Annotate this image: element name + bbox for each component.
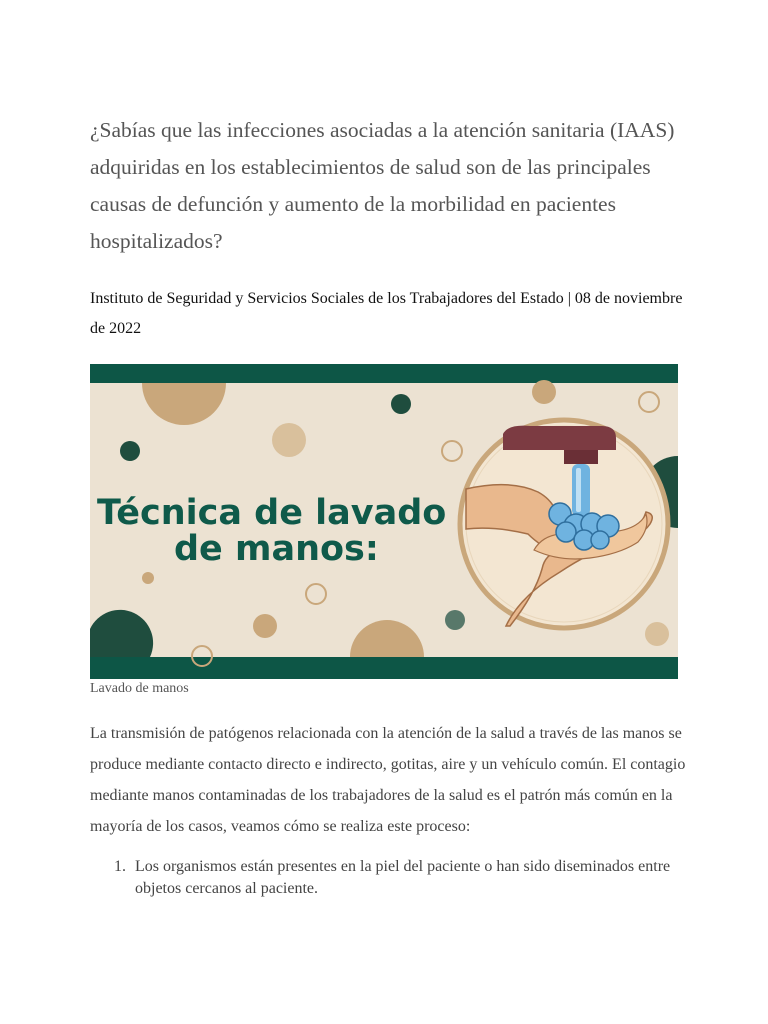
decor-dot: [645, 622, 669, 646]
bottom-band: [90, 657, 678, 679]
body-paragraph: La transmisión de patógenos relacionada con la atención de la salud a través de las manos se produce mediante contacto directo e indirecto, gotitas, aire y un vehículo común. El contagio mediante manos contaminadas de los trabajadores de la salud es el patrón más común en la mayoría de los casos, veamos cómo se realiza este proceso:: [90, 725, 686, 835]
list-item-text: Los organismos están presentes en la piel del paciente o han sido diseminados entre objetos cercanos al paciente.: [135, 858, 671, 897]
decor-dot: [272, 423, 306, 457]
list-item-number: 1.: [114, 858, 126, 875]
image-caption: Lavado de manos: [90, 681, 189, 696]
list-item: [90, 856, 690, 900]
article-byline: Instituto de Seguridad y Servicios Sociales de los Trabajadores del Estado | 08 de noviembre de 2022: [90, 290, 683, 337]
hand-washing-illustration: [90, 364, 678, 679]
steps-list: [90, 856, 690, 900]
article-title: ¿Sabías que las infecciones asociadas a la atención sanitaria (IAAS) adquiridas en los establecimientos de salud son de las principales causas de defunción y aumento de la morbilidad en pacientes hospitalizados?: [90, 118, 675, 253]
top-band: [90, 364, 678, 383]
decor-dot: [120, 441, 140, 461]
decor-dot: [391, 394, 411, 414]
decor-dot: [253, 614, 277, 638]
decor-dot: [142, 572, 154, 584]
banner-heading-line1: Técnica de lavado: [97, 493, 447, 533]
banner-image: [90, 364, 678, 679]
faucet: [503, 426, 616, 450]
banner-heading-line2: de manos:: [174, 529, 379, 569]
decor-dot: [445, 610, 465, 630]
decor-dot: [532, 380, 556, 404]
